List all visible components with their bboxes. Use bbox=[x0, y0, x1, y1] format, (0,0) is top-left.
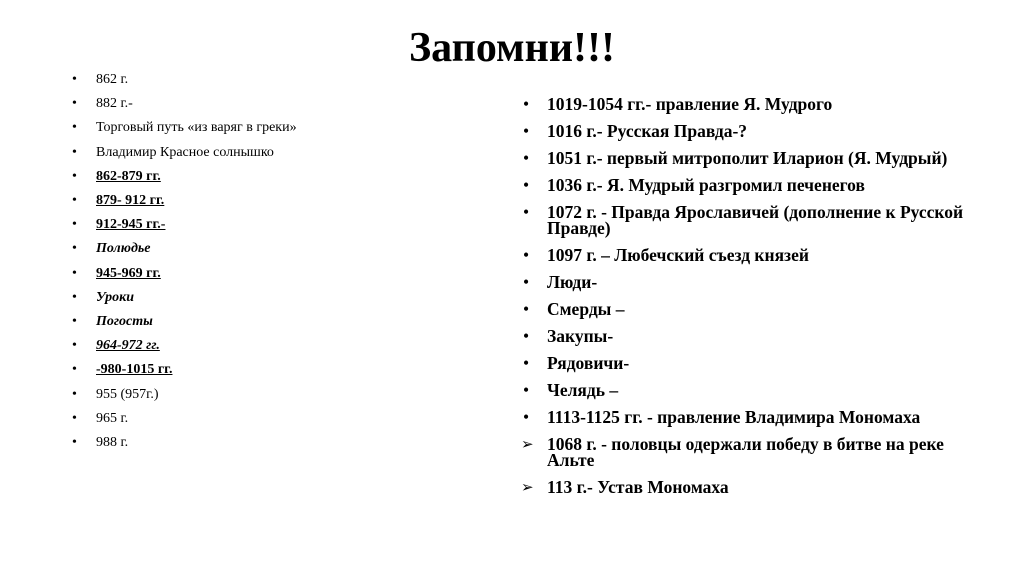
right-list-item-text: 1019-1054 гг.- правление Я. Мудрого bbox=[547, 94, 833, 114]
left-list-item-text: 965 г. bbox=[96, 410, 129, 426]
left-list-item bbox=[72, 189, 412, 213]
left-list-item-text: -980-1015 гг. bbox=[96, 362, 173, 378]
right-list-item bbox=[521, 322, 991, 349]
left-list-item bbox=[72, 213, 412, 237]
left-list-item-text: 912-945 гг.- bbox=[96, 217, 166, 233]
right-list-item bbox=[521, 198, 991, 241]
right-list-item-text: Смерды – bbox=[547, 299, 625, 319]
right-list-item bbox=[521, 241, 991, 268]
right-bullet-list bbox=[521, 90, 991, 500]
right-list-item-text: 1036 г.- Я. Мудрый разгромил печенегов bbox=[547, 175, 865, 195]
right-list-item-text: 113 г.- Устав Мономаха bbox=[547, 477, 729, 497]
left-list-item-text: 882 г.- bbox=[96, 96, 133, 112]
left-list-item-text: 945-969 гг. bbox=[96, 265, 161, 281]
left-bullet-list bbox=[72, 68, 412, 455]
left-list-item bbox=[72, 141, 412, 165]
left-list-item-text: 988 г. bbox=[96, 435, 129, 451]
right-list-item-text: 1068 г. - половцы одержали победу в битве на реке Альте bbox=[547, 434, 944, 470]
left-list-item bbox=[72, 383, 412, 407]
left-list-item bbox=[72, 431, 412, 455]
left-list-item bbox=[72, 92, 412, 116]
right-list-item-text: 1051 г.- первый митрополит Иларион (Я. Мудрый) bbox=[547, 148, 948, 168]
right-list-item bbox=[521, 268, 991, 295]
left-list-item-text: Погосты bbox=[96, 314, 153, 330]
left-list-item bbox=[72, 358, 412, 382]
right-list-item bbox=[521, 403, 991, 430]
right-list-item-text: 1113-1125 гг. - правление Владимира Мономаха bbox=[547, 407, 921, 427]
left-list-item bbox=[72, 262, 412, 286]
left-list-item bbox=[72, 286, 412, 310]
right-list-item-text: Люди- bbox=[547, 272, 598, 292]
left-list-item bbox=[72, 334, 412, 358]
right-list-arrow-item bbox=[521, 473, 991, 500]
right-list-item-text: 1097 г. – Любечский съезд князей bbox=[547, 245, 809, 265]
right-list-item-text: Рядовичи- bbox=[547, 353, 630, 373]
left-list-item-text: 964-972 гг. bbox=[96, 338, 160, 354]
right-list-item bbox=[521, 376, 991, 403]
right-list-item bbox=[521, 171, 991, 198]
left-list-item bbox=[72, 407, 412, 431]
right-list-item bbox=[521, 349, 991, 376]
left-list-item-text: Уроки bbox=[96, 289, 135, 305]
left-list-item bbox=[72, 165, 412, 189]
left-list-item bbox=[72, 68, 412, 92]
left-list-item-text: 862 г. bbox=[96, 72, 129, 87]
left-list-item-text: 862-879 гг. bbox=[96, 168, 161, 184]
right-list-item-text: 1016 г.- Русская Правда-? bbox=[547, 121, 748, 141]
right-list-item bbox=[521, 144, 991, 171]
right-list-arrow-item bbox=[521, 430, 991, 473]
left-list-item-text: Владимир Красное солнышко bbox=[96, 144, 274, 160]
left-list-item bbox=[72, 310, 412, 334]
right-list-item-text: 1072 г. - Правда Ярославичей (дополнение к Русской Правде) bbox=[547, 202, 964, 238]
left-list-item bbox=[72, 237, 412, 261]
right-list-item bbox=[521, 295, 991, 322]
slide-title: Запомни!!! bbox=[409, 25, 615, 71]
right-list-item-text: Челядь – bbox=[547, 380, 619, 400]
right-list-item-text: Закупы- bbox=[547, 326, 614, 346]
left-list-item bbox=[72, 116, 412, 140]
left-list-item-text: Торговый путь «из варяг в греки» bbox=[96, 120, 297, 136]
right-list-item bbox=[521, 117, 991, 144]
right-list-item bbox=[521, 90, 991, 117]
left-list-item-text: 879- 912 гг. bbox=[96, 193, 165, 209]
left-list-item-text: Полюдье bbox=[96, 241, 151, 257]
left-list-item-text: 955 (957г.) bbox=[96, 386, 159, 402]
